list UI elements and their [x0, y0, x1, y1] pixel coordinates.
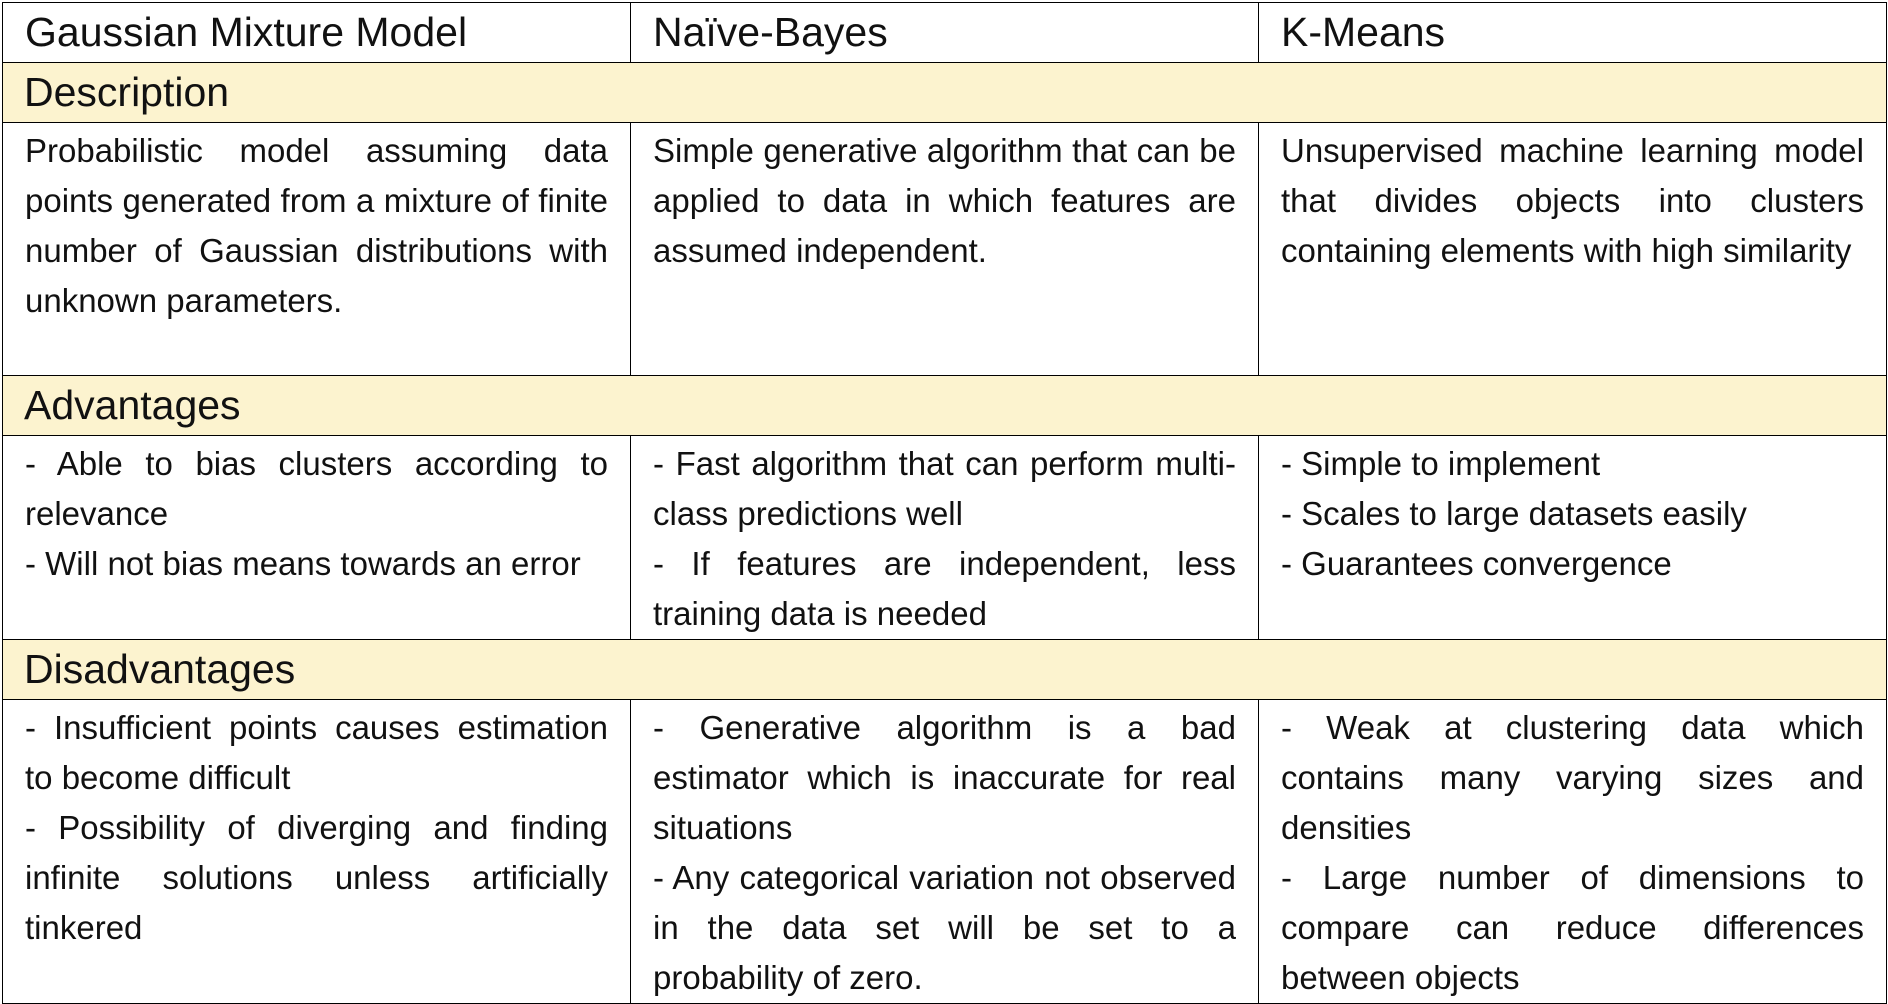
section-title-advantages: Advantages	[3, 376, 1887, 436]
advantages-cell-k-means	[1259, 436, 1887, 640]
advantage-item: - Guarantees convergence	[1281, 545, 1672, 582]
advantages-row	[3, 436, 1887, 640]
disadvantages-row	[3, 700, 1887, 1004]
disadvantages-cell-gmm	[3, 700, 631, 1004]
disadvantages-cell-naive-bayes	[631, 700, 1259, 1004]
disadvantage-item: - Large number of dimensions to compare can reduce differences between objects	[1281, 859, 1864, 996]
column-header-gmm: Gaussian Mixture Model	[3, 3, 631, 63]
disadvantage-item: - Insufficient points causes estimation to become difficult	[25, 709, 608, 796]
advantages-cell-naive-bayes	[631, 436, 1259, 640]
disadvantage-item: - Any categorical variation not observed in the data set will be set to a probability of zero.	[653, 859, 1236, 996]
description-cell-naive-bayes	[631, 123, 1259, 376]
advantage-item: - Simple to implement	[1281, 445, 1601, 482]
section-title-disadvantages: Disadvantages	[3, 640, 1887, 700]
description-text-gmm: Probabilistic model assuming data points generated from a mixture of finite number of Gaussian distributions with unknown parameters.	[25, 132, 608, 319]
disadvantage-item: - Weak at clustering data which contains many varying sizes and densities	[1281, 709, 1864, 846]
header-row	[3, 3, 1887, 63]
advantage-item: - Fast algorithm that can perform multi-class predictions well	[653, 445, 1236, 532]
disadvantage-item: - Possibility of diverging and finding infinite solutions unless artificially tinkered	[25, 809, 608, 946]
section-title-description: Description	[3, 63, 1887, 123]
advantage-item: - Will not bias means towards an error	[25, 545, 581, 582]
disadvantages-cell-k-means	[1259, 700, 1887, 1004]
section-row-description	[3, 63, 1887, 123]
description-text-naive-bayes: Simple generative algorithm that can be applied to data in which features are assumed independent.	[653, 132, 1236, 269]
section-row-advantages	[3, 376, 1887, 436]
description-cell-gmm	[3, 123, 631, 376]
description-text-k-means: Unsupervised machine learning model that divides objects into clusters containing elements with high similarity	[1281, 132, 1864, 269]
description-row	[3, 123, 1887, 376]
section-row-disadvantages	[3, 640, 1887, 700]
disadvantage-item: - Generative algorithm is a bad estimator which is inaccurate for real situations	[653, 709, 1236, 846]
advantage-item: - Scales to large datasets easily	[1281, 495, 1747, 532]
column-header-k-means: K-Means	[1259, 3, 1887, 63]
column-header-naive-bayes: Naïve-Bayes	[631, 3, 1259, 63]
advantage-item: - If features are independent, less training data is needed	[653, 545, 1236, 632]
advantage-item: - Able to bias clusters according to relevance	[25, 445, 608, 532]
advantages-cell-gmm	[3, 436, 631, 640]
comparison-table	[2, 2, 1887, 1004]
description-cell-k-means	[1259, 123, 1887, 376]
